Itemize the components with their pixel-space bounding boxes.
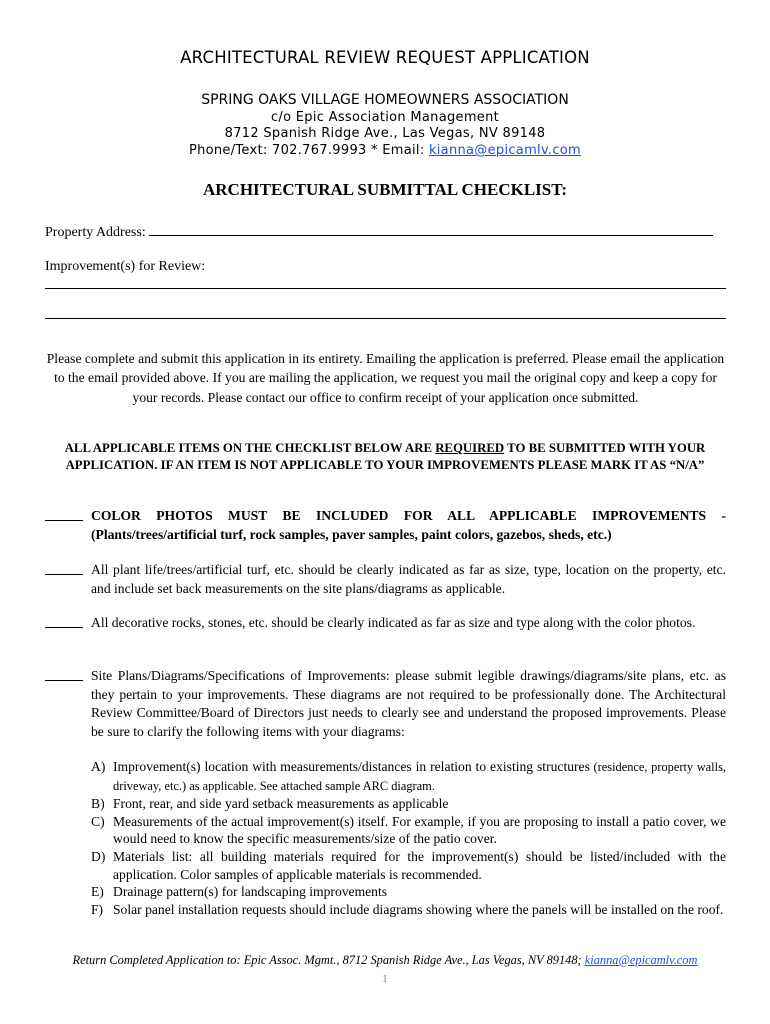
footer-return-line — [0, 953, 770, 968]
property-address-field — [45, 223, 726, 241]
improvements-line-2[interactable] — [45, 318, 726, 319]
diagram-requirements-list — [91, 758, 726, 918]
list-item: E) Drainage pattern(s) for landscaping improvements — [91, 884, 388, 900]
list-item: A) Improvement(s) location with measurements/distances in relation to existing structures (residence, property walls, driveway, etc.) as applicable. See attached sample ARC diagram. — [91, 759, 726, 793]
required-notice — [40, 440, 730, 474]
checklist-blank[interactable] — [45, 680, 83, 681]
footer-email-link[interactable]: kianna@epicamlv.com — [584, 953, 698, 967]
list-item: B) Front, rear, and side yard setback measurements as applicable — [91, 796, 449, 812]
page-number: 1 — [382, 973, 388, 985]
list-item: D) Materials list: all building materials required for the improvement(s) should be listed/included with the application. Color samples of applicable materials is recommended. — [91, 848, 726, 882]
checklist-item-plants — [45, 561, 726, 598]
required-notice-underlined: REQUIRED — [435, 441, 505, 455]
improvements-label: Improvement(s) for Review: — [45, 259, 206, 274]
care-of-line: c/o Epic Association Management — [270, 110, 500, 125]
required-notice-after: TO BE SUBMITTED WITH YOUR APPLICATION. IF AN ITEM IS NOT APPLICABLE TO YOUR IMPROVEMENTS PLEASE MARK IT AS “N/A” — [65, 441, 706, 472]
checklist-item-text: All decorative rocks, stones, etc. should be clearly indicated as far as size and type along with the color photos. — [91, 615, 696, 630]
header-email-link[interactable]: kianna@epicamlv.com — [428, 143, 582, 158]
contact-line — [0, 143, 770, 158]
property-address-line[interactable] — [149, 223, 713, 236]
checklist-blank[interactable] — [45, 520, 83, 521]
checklist-item-text: COLOR PHOTOS MUST BE INCLUDED FOR ALL APPLICABLE IMPROVEMENTS - (Plants/trees/artificial turf, rock samples, paver samples, paint colors, gazebos, sheds, etc.) — [91, 508, 726, 542]
checklist-item-rocks — [45, 614, 726, 633]
page-title: ARCHITECTURAL REVIEW REQUEST APPLICATION — [180, 48, 590, 67]
property-address-label: Property Address: — [45, 225, 146, 240]
checklist-item-text: All plant life/trees/artificial turf, etc. should be clearly indicated as far as size, type, location on the property, etc. and include set back measurements on the site plans/diagrams as applicable. — [91, 562, 726, 596]
checklist-item-site-plans — [45, 667, 726, 741]
association-name: SPRING OAKS VILLAGE HOMEOWNERS ASSOCIATION — [201, 92, 569, 108]
list-item: C) Measurements of the actual improvement(s) itself. For example, if you are proposing to install a patio cover, we would need to know the specific measurements/size of the patio cover. — [91, 813, 726, 847]
instructions-paragraph: Please complete and submit this application in its entirety. Emailing the application is preferred. Please email the application to the email provided above. If you are mailing the application, we request you mail the original copy and keep a copy for your records. Please contact our office to confirm receipt of your application once submitted. — [46, 351, 725, 405]
contact-prefix: Phone/Text: 702.767.9993 * Email: — [188, 143, 429, 158]
list-item: F) Solar panel installation requests should include diagrams showing where the panels will be installed on the roof. — [91, 901, 724, 917]
address-line: 8712 Spanish Ridge Ave., Las Vegas, NV 89148 — [224, 126, 546, 141]
checklist-blank[interactable] — [45, 574, 83, 575]
footer-prefix: Return Completed Application to: Epic Assoc. Mgmt., 8712 Spanish Ridge Ave., Las Vegas, NV 89148; — [72, 953, 585, 967]
improvements-line-1[interactable] — [45, 288, 726, 289]
checklist-blank[interactable] — [45, 627, 83, 628]
checklist-item-text: Site Plans/Diagrams/Specifications of Improvements: please submit legible drawings/diagrams/site plans, etc. as they pertain to your improvements. These diagrams are not required to be professionally done. The Architectural Review Committee/Board of Directors just needs to clearly see and understand the proposed improvements. Please be sure to clarify the following items with your diagrams: — [91, 668, 726, 739]
checklist-title: ARCHITECTURAL SUBMITTAL CHECKLIST: — [202, 180, 567, 199]
required-notice-before: ALL APPLICABLE ITEMS ON THE CHECKLIST BELOW ARE — [64, 441, 436, 455]
checklist-item-photos — [45, 507, 726, 544]
